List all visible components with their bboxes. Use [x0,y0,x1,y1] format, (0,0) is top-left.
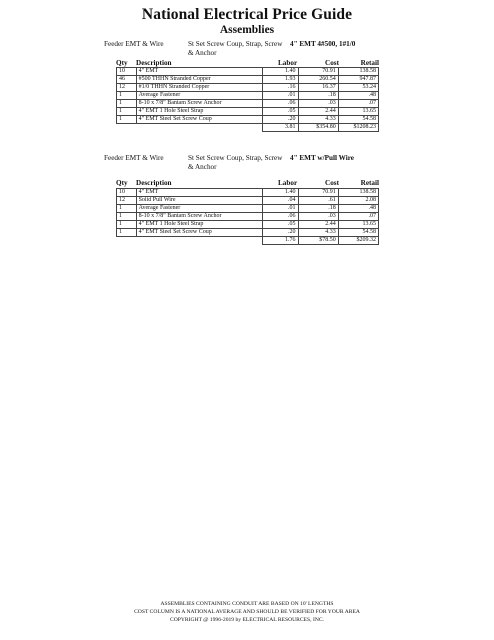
table-row [117,76,379,84]
assembly-description: St Set Screw Coup, Strap, Screw & Anchor [188,154,283,171]
assembly-items-table [116,188,379,245]
table-row [117,197,379,205]
cell-qty: 1 [117,100,137,108]
cell-labor: 1.40 [263,189,298,197]
table-row [117,205,379,213]
cell-labor: .06 [263,100,298,108]
cell-retail: .07 [338,100,378,108]
footer-note [0,600,494,624]
cell-cost: .61 [298,197,338,205]
cell-retail: 13.65 [338,108,378,116]
cell-description: #500 THHN Stranded Copper [136,76,263,84]
table-row [117,116,379,124]
cell-description: 8-10 x 7/8" Bantam Screw Anchor [136,213,263,221]
cell-labor: .06 [263,213,298,221]
cell-description: Average Fastener [136,205,263,213]
cell-retail: 2.08 [338,197,378,205]
empty-cell [117,237,137,245]
assembly-header [104,154,404,178]
header-qty: Qty [116,59,128,67]
cell-retail: .48 [338,92,378,100]
cell-cost: .03 [298,100,338,108]
table-row [117,108,379,116]
cell-cost: 4.33 [298,229,338,237]
cell-description: #1/0 THHN Stranded Copper [136,84,263,92]
table-row [117,213,379,221]
cell-description: 4" EMT [136,189,263,197]
cell-retail: 54.58 [338,229,378,237]
cell-qty: 1 [117,116,137,124]
cell-description: Solid Pull Wire [136,197,263,205]
cell-qty: 1 [117,229,137,237]
cell-labor: .05 [263,221,298,229]
cell-qty: 10 [117,68,137,76]
cell-cost: .18 [298,205,338,213]
footer-line-2: COST COLUMN IS A NATIONAL AVERAGE AND SHOULD BE VERIFIED FOR YOUR AREA [134,609,360,615]
cell-cost: 16.37 [298,84,338,92]
cell-cost: 2.44 [298,221,338,229]
cell-cost: 70.91 [298,68,338,76]
totals-row [117,124,379,132]
assembly-items-table [116,67,379,132]
cell-retail: 54.58 [338,116,378,124]
totals-row [117,237,379,245]
assembly-description: St Set Screw Coup, Strap, Screw & Anchor [188,40,283,57]
table-row [117,189,379,197]
column-headers [116,179,379,188]
empty-cell [136,237,263,245]
total-labor: 1.76 [263,237,298,245]
table-row [117,84,379,92]
cell-labor: 1.93 [263,76,298,84]
table-row [117,229,379,237]
cell-qty: 10 [117,189,137,197]
header-description: Description [136,59,172,67]
footer-line-3: COPYRIGHT @ 1996-2019 by ELECTRICAL RESOURCES, INC. [169,617,324,623]
cell-retail: 138.58 [338,189,378,197]
cell-labor: .16 [263,84,298,92]
header-labor: Labor [278,179,298,187]
cell-cost: 4.33 [298,116,338,124]
cell-qty: 46 [117,76,137,84]
page-title: National Electrical Price Guide [141,6,353,23]
cell-retail: 53.24 [338,84,378,92]
cell-cost: 70.91 [298,189,338,197]
cell-retail: 947.87 [338,76,378,84]
cell-description: Average Fastener [136,92,263,100]
cell-qty: 1 [117,92,137,100]
cell-cost: 260.54 [298,76,338,84]
table-row [117,68,379,76]
header-description: Description [136,179,172,187]
page-subtitle: Assemblies [219,24,275,36]
header-cost: Cost [325,179,339,187]
table-row [117,100,379,108]
cell-qty: 12 [117,84,137,92]
total-retail: $209.32 [338,237,378,245]
cell-retail: .48 [338,205,378,213]
cell-labor: .01 [263,92,298,100]
assembly-category: Feeder EMT & Wire [104,40,164,48]
assembly-category: Feeder EMT & Wire [104,154,164,162]
cell-cost: .03 [298,213,338,221]
footer-line-1: ASSEMBLIES CONTAINING CONDUIT ARE BASED ON 10' LENGTHS [160,601,334,607]
total-labor: 3.81 [263,124,298,132]
cell-qty: 1 [117,213,137,221]
empty-cell [136,124,263,132]
cell-description: 4" EMT 1 Hole Steel Strap [136,108,263,116]
total-cost: $78.50 [298,237,338,245]
table-row [117,221,379,229]
header-retail: Retail [360,179,379,187]
header-cost: Cost [325,59,339,67]
cell-labor: .01 [263,205,298,213]
cell-description: 4" EMT Steel Set Screw Coup [136,116,263,124]
cell-cost: .18 [298,92,338,100]
header-qty: Qty [116,179,128,187]
cell-description: 4" EMT 1 Hole Steel Strap [136,221,263,229]
cell-labor: .20 [263,116,298,124]
total-retail: $1208.23 [338,124,378,132]
total-cost: $354.80 [298,124,338,132]
cell-qty: 1 [117,205,137,213]
cell-labor: .05 [263,108,298,116]
assembly-name: 4" EMT 4#500, 1#1/0 [290,40,356,48]
cell-retail: 13.65 [338,221,378,229]
cell-description: 4" EMT [136,68,263,76]
cell-retail: .07 [338,213,378,221]
cell-labor: .20 [263,229,298,237]
cell-labor: .04 [263,197,298,205]
cell-retail: 138.58 [338,68,378,76]
cell-qty: 1 [117,108,137,116]
cell-description: 4" EMT Steel Set Screw Coup [136,229,263,237]
cell-description: 8-10 x 7/8" Bantam Screw Anchor [136,100,263,108]
assembly-name: 4" EMT w/Pull Wire [290,154,354,162]
empty-cell [117,124,137,132]
header-labor: Labor [278,59,298,67]
table-row [117,92,379,100]
header-retail: Retail [360,59,379,67]
cell-qty: 1 [117,221,137,229]
cell-cost: 2.44 [298,108,338,116]
cell-qty: 12 [117,197,137,205]
cell-labor: 1.40 [263,68,298,76]
